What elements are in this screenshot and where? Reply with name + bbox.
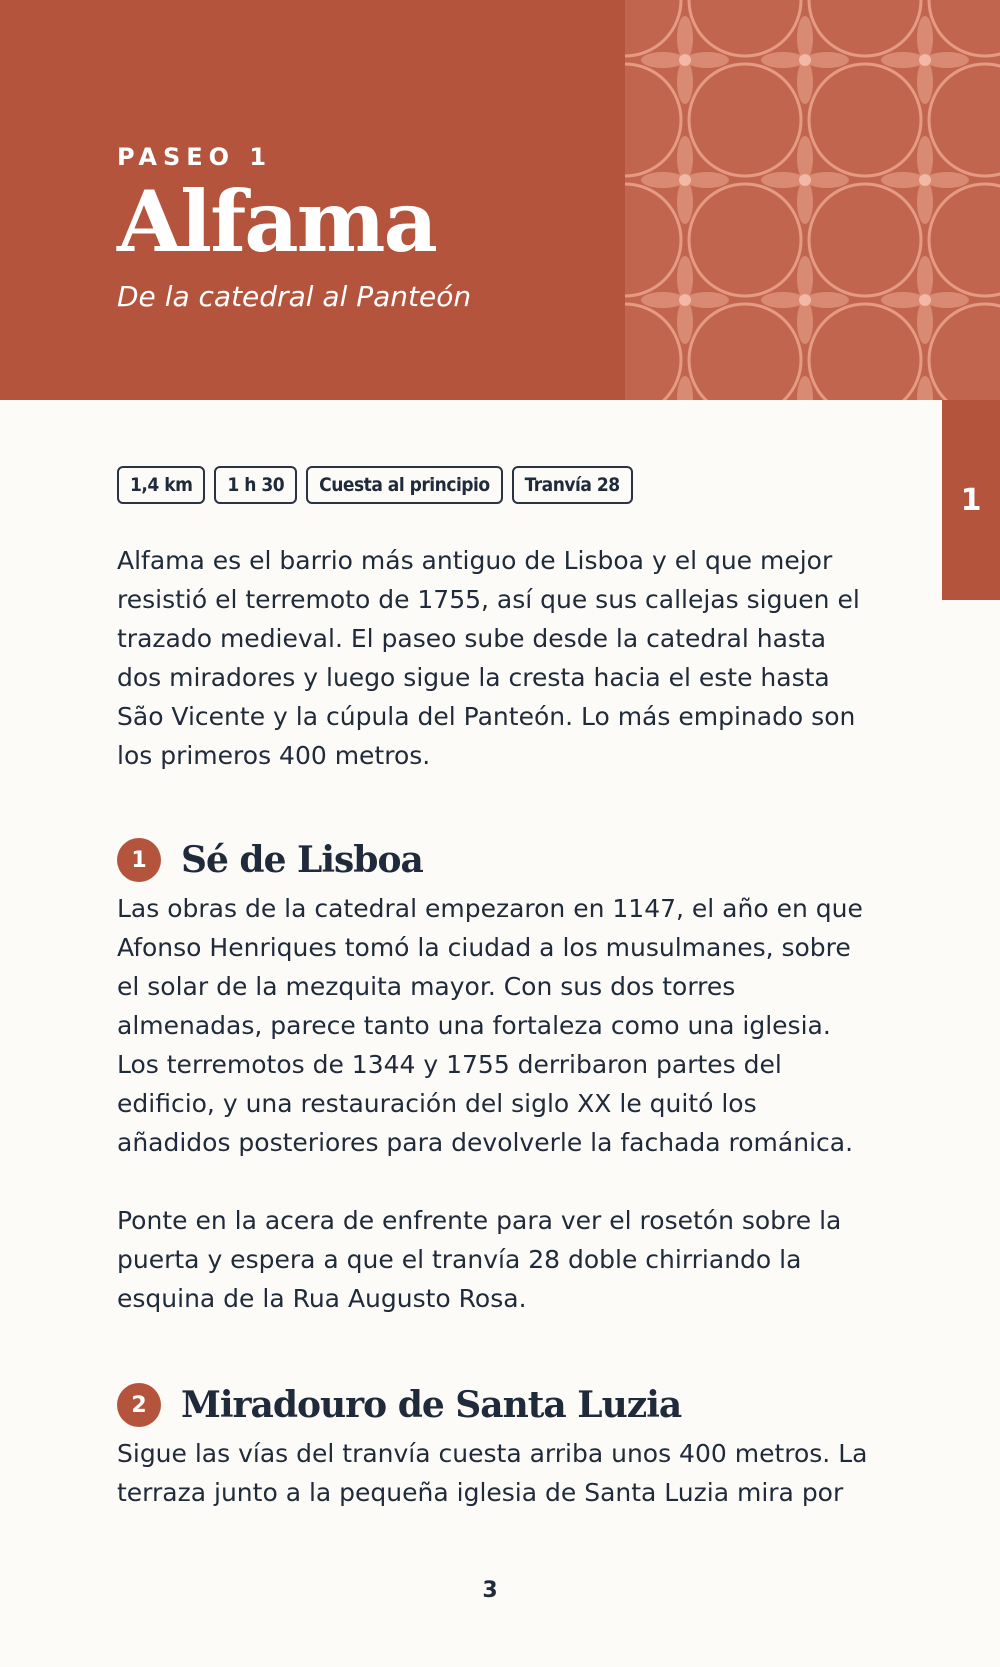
stop-title: Miradouro de Santa Luzia — [181, 1384, 682, 1426]
stop-paragraph: Sigue las vías del tranvía cuesta arriba unos 400 metros. La terraza junto a la pequeña iglesia de Santa Luzia mira por — [117, 1439, 868, 1507]
stop-number-badge: 2 — [117, 1383, 161, 1427]
walk-number-label: PASEO 1 — [117, 143, 273, 171]
stop-heading — [117, 835, 877, 885]
stop-body — [117, 889, 877, 1318]
transport-tag: Tranvía 28 — [512, 466, 633, 504]
intro-paragraph: Alfama es el barrio más antiguo de Lisboa y el que mejor resistió el terremoto de 1755, así que sus callejas siguen el trazado medieval. El paseo sube desde la catedral hasta dos miradores y luego sigue la cresta hacia el este hasta São Vicente y la cúpula del Panteón. Lo más empinado son los primeros 400 metros. — [117, 546, 860, 770]
stop-number-badge: 1 — [117, 838, 161, 882]
stop-paragraph: Ponte en la acera de enfrente para ver el rosetón sobre la puerta y espera a que el tranvía 28 doble chirriando la esquina de la Rua Augusto Rosa. — [117, 1206, 842, 1313]
chapter-title: Alfama — [117, 172, 436, 271]
header-text-block — [117, 142, 471, 314]
stop-heading — [117, 1380, 877, 1430]
stop-title: Sé de Lisboa — [181, 839, 423, 881]
walk-info-tags — [117, 466, 633, 504]
chapter-subtitle: De la catedral al Panteón — [117, 280, 472, 313]
stop-body — [117, 1434, 877, 1512]
intro-section — [117, 541, 877, 775]
stop-section-1 — [117, 835, 877, 1318]
stop-paragraph: Las obras de la catedral empezaron en 1147, el año en que Afonso Henriques tomó la ciudad a los musulmanes, sobre el solar de la mezquita mayor. Con sus dos torres almenadas, parece tanto una fortaleza como una iglesia. Los terremotos de 1344 y 1755 derribaron partes del edificio, y una restauración del siglo XX le quitó los añadidos posteriores para devolverle la fachada románica. — [117, 894, 863, 1157]
chapter-side-tab: 1 — [942, 400, 1000, 600]
duration-tag: 1 h 30 — [214, 466, 297, 504]
page-number: 3 — [482, 1578, 498, 1603]
difficulty-tag: Cuesta al principio — [306, 466, 503, 504]
azulejo-pattern-icon — [625, 0, 1000, 400]
distance-tag: 1,4 km — [117, 466, 205, 504]
chapter-header — [0, 0, 1000, 400]
paragraph-spacer — [117, 1162, 877, 1201]
stop-section-2 — [117, 1380, 877, 1512]
